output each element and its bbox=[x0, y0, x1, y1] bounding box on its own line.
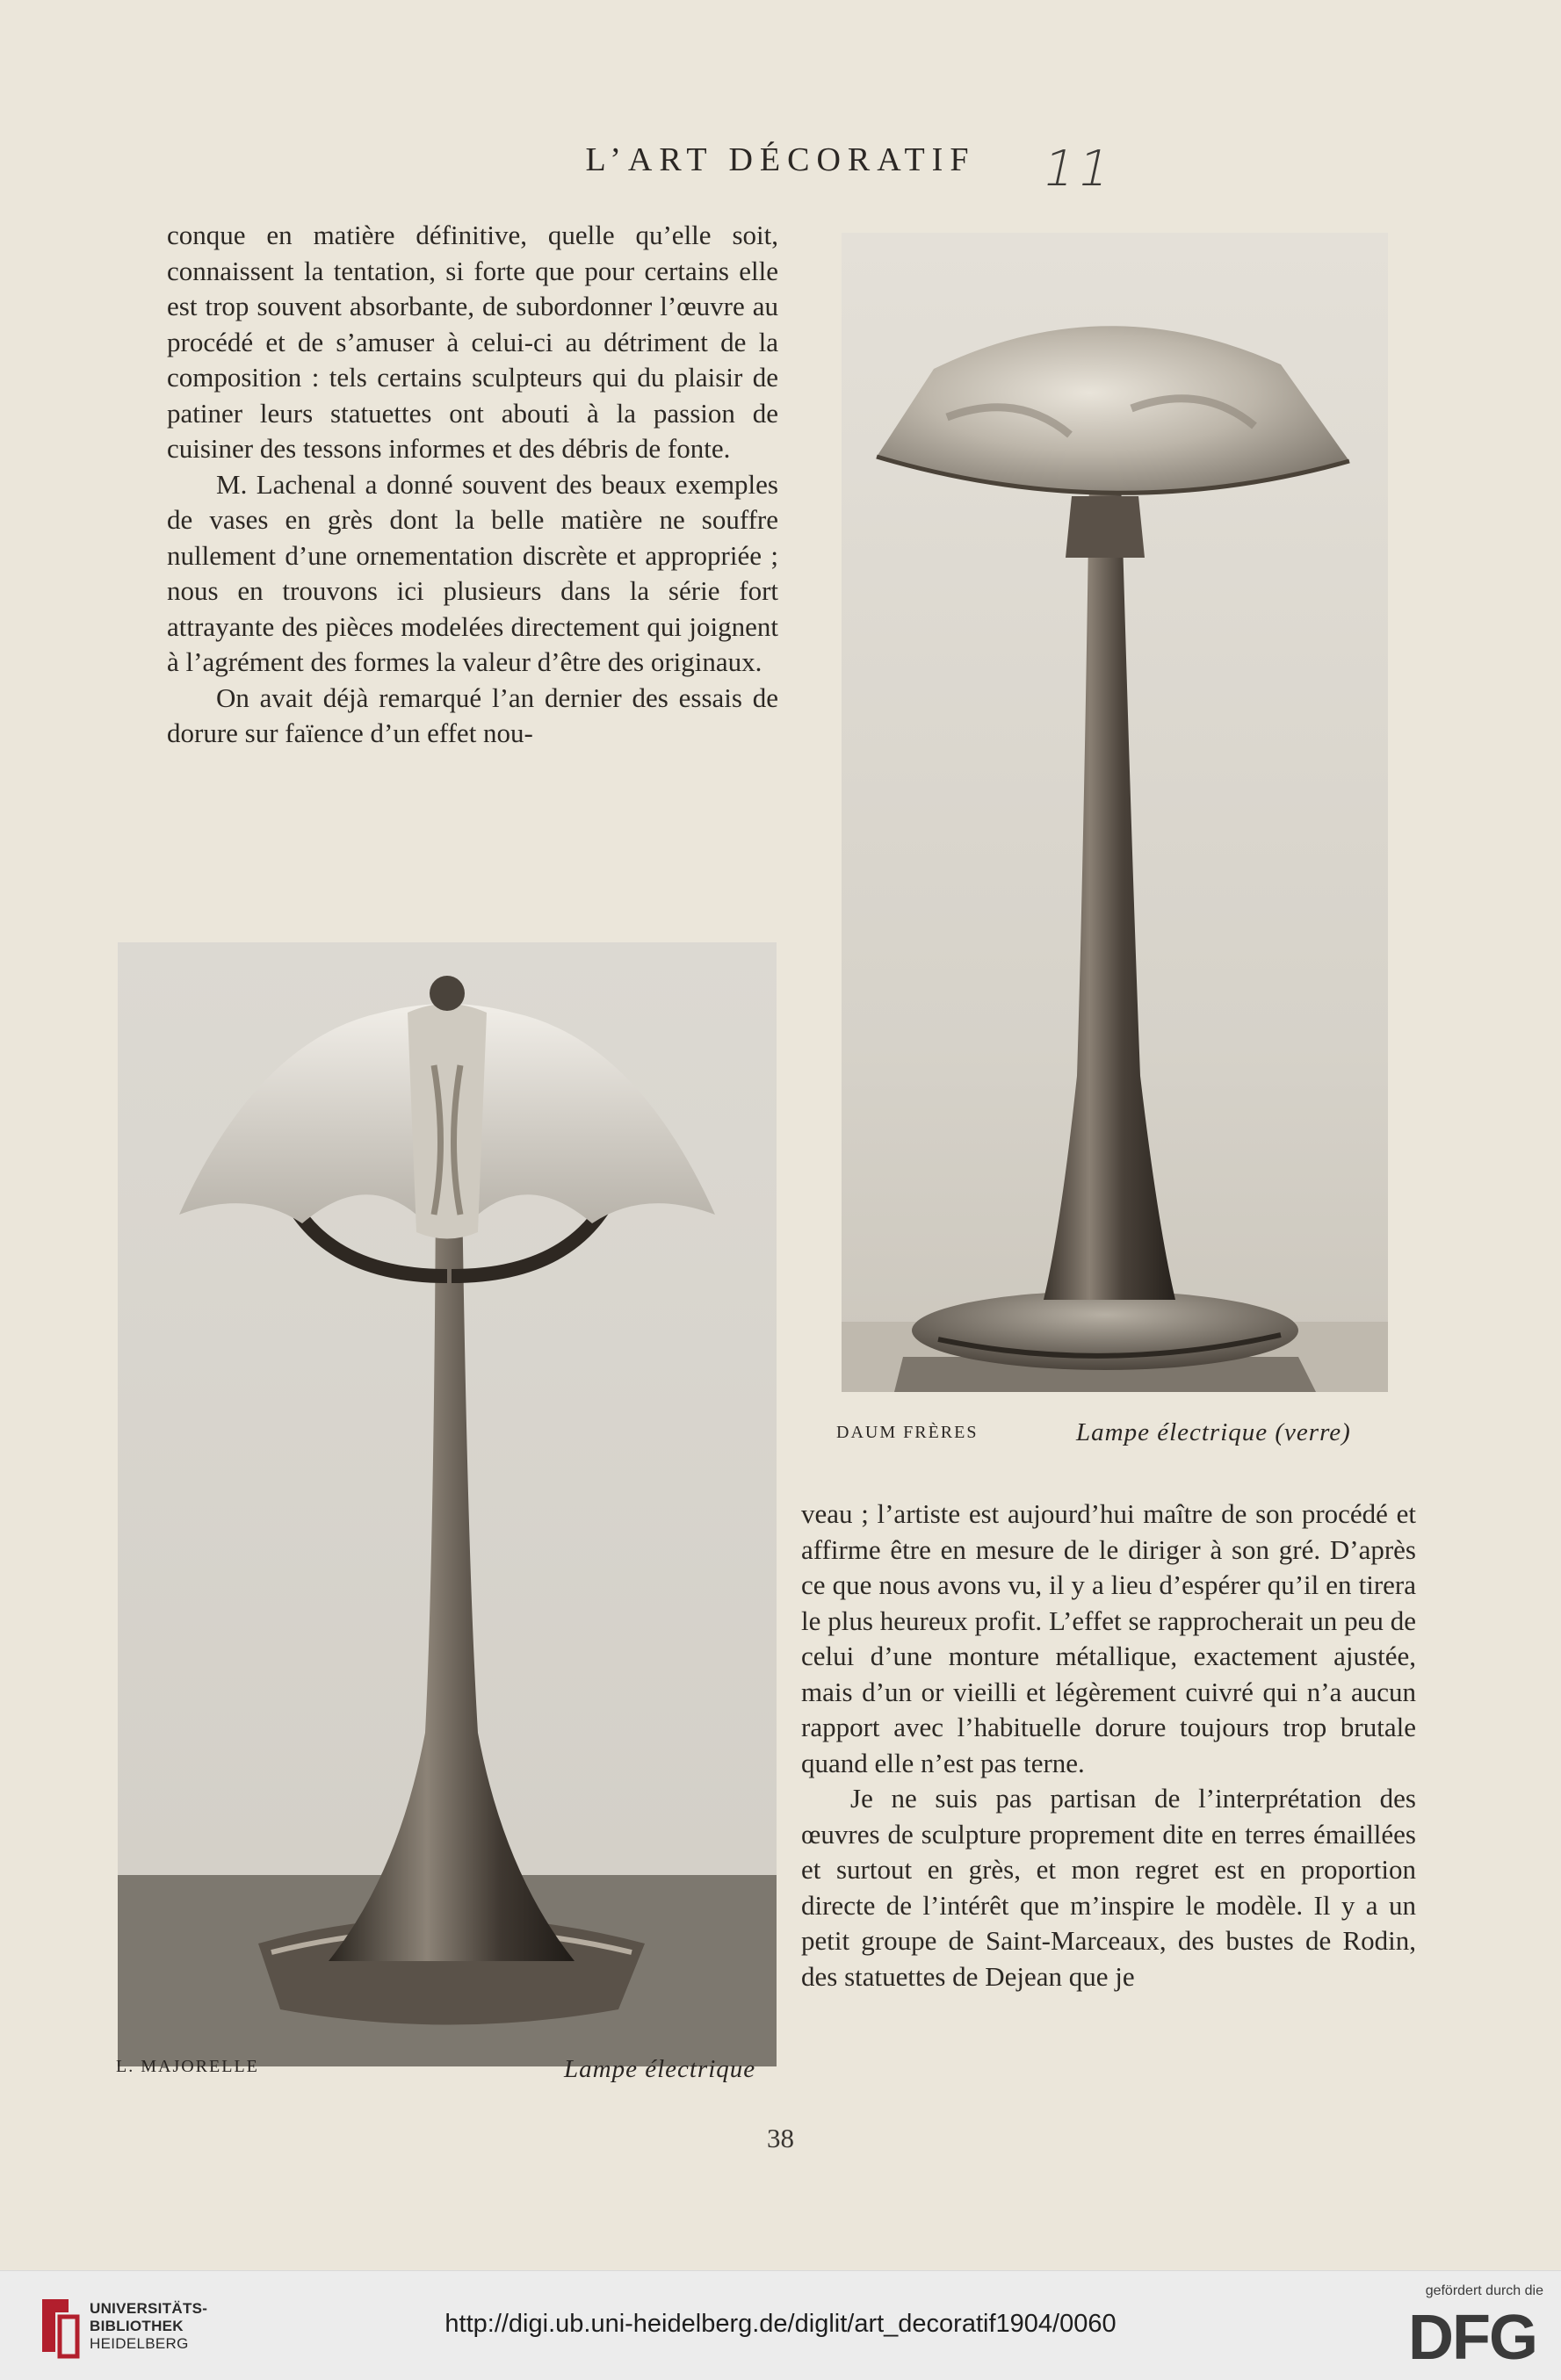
majorelle-lamp-illustration bbox=[118, 942, 777, 2066]
daum-maker-caption bbox=[836, 1423, 978, 1443]
paragraph: veau ; l’artiste est aujourd’hui maître de son procédé et affirme être en mesure de le diriger à son gré. D’après ce que nous avons vu, il y a lieu d’espérer qu’il en tirera le plus heureux profit. L’effet se rapprocherait un peu de celui d’une monture métallique, exactement ajustée, mais d’un or vieilli et légèrement cuivré qui n’a aucun rapport avec l’habituelle dorure toujours trop brutale quand elle n’est pas terne. bbox=[801, 1498, 1416, 1778]
object-title: Lampe électrique bbox=[564, 2055, 756, 2083]
daum-lamp-photograph bbox=[842, 233, 1388, 1392]
maker-name: L. MAJORELLE bbox=[116, 2057, 259, 2076]
funding-note: gefördert durch die bbox=[1425, 2283, 1543, 2298]
pencil-page-mark: 11 bbox=[1037, 141, 1120, 198]
running-title: L’ART DÉCORATIF bbox=[585, 141, 976, 178]
majorelle-maker-caption bbox=[116, 2057, 259, 2077]
right-column-text bbox=[801, 1497, 1416, 1994]
paragraph: Je ne suis pas partisan de l’interprétation des œuvres de sculpture proprement dite en terres émaillées et surtout en grès, et mon regret est en proportion directe de l’intérêt que m’inspire le modèle. Il y a un petit groupe de Saint-Marceaux, des bustes de Rodin, des statuettes de Dejean que je bbox=[801, 1783, 1416, 1992]
daum-title-caption bbox=[1076, 1418, 1351, 1447]
object-title: Lampe électrique (verre) bbox=[1076, 1418, 1351, 1446]
library-name-line: HEIDELBERG bbox=[90, 2335, 189, 2352]
permalink-url[interactable]: http://digi.ub.uni-heidelberg.de/diglit/art_decoratif1904/0060 bbox=[444, 2310, 1117, 2338]
paragraph: conque en matière définitive, quelle qu’elle soit, connaissent la tentation, si forte que pour certains elle est trop souvent absorbante, de subordonner l’œuvre au procédé et de s’amuser à celui-ci au détriment de la composition : tels certains sculpteurs qui du plaisir de patiner leurs statuettes ont abouti à la passion de cuisiner des tessons informes et des débris de fonte. bbox=[167, 220, 778, 464]
page-number: 38 bbox=[767, 2123, 794, 2153]
paragraph: M. Lachenal a donné souvent des beaux exemples de vases en grès dont la belle matière ne souffre nullement d’une ornementation discrète et appropriée ; nous en trouvons ici plusieurs dans la série fort attrayante des pièces modelées directement qui joignent à l’agrément des formes la valeur d’être des originaux. bbox=[167, 468, 778, 677]
majorelle-title-caption bbox=[564, 2055, 755, 2084]
digitization-footer bbox=[0, 2270, 1561, 2380]
left-column-text bbox=[167, 218, 778, 752]
maker-name: DAUM FRÈRES bbox=[836, 1423, 979, 1442]
library-name-line: BIBLIOTHEK bbox=[90, 2318, 184, 2334]
paragraph: On avait déjà remarqué l’an dernier des essais de dorure sur faïence d’un effet nou- bbox=[167, 682, 778, 748]
library-name-line: UNIVERSITÄTS- bbox=[90, 2300, 208, 2317]
dfg-logo: DFG bbox=[1408, 2303, 1536, 2373]
majorelle-lamp-photograph bbox=[118, 942, 777, 2066]
daum-lamp-illustration bbox=[842, 233, 1388, 1392]
